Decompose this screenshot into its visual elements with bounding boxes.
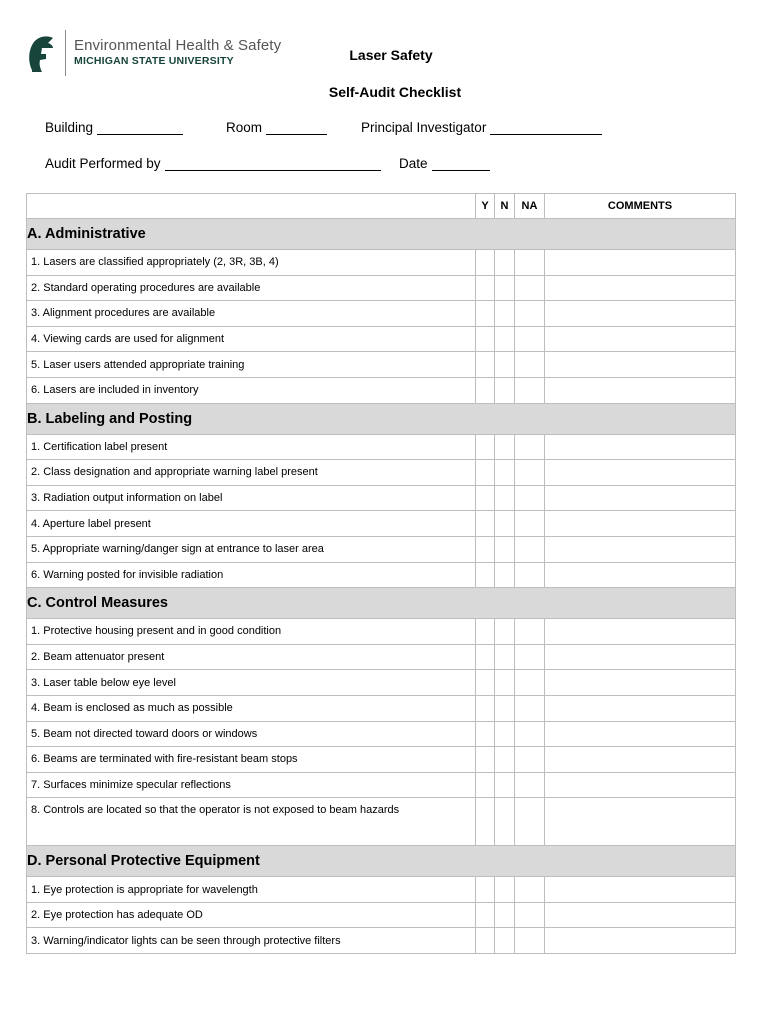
no-cell[interactable] bbox=[495, 644, 515, 670]
building-input-line[interactable] bbox=[97, 120, 183, 135]
comments-cell[interactable] bbox=[545, 902, 736, 928]
org-name: Environmental Health & Safety bbox=[74, 37, 282, 54]
checklist-item-row bbox=[27, 670, 736, 696]
na-cell[interactable] bbox=[515, 562, 545, 588]
na-cell[interactable] bbox=[515, 511, 545, 537]
na-cell[interactable] bbox=[515, 485, 545, 511]
comments-cell[interactable] bbox=[545, 352, 736, 378]
pi-field bbox=[361, 120, 602, 135]
checklist-item-row bbox=[27, 695, 736, 721]
checklist-item-row bbox=[27, 644, 736, 670]
na-cell[interactable] bbox=[515, 377, 545, 403]
na-cell[interactable] bbox=[515, 275, 545, 301]
section-row bbox=[27, 403, 736, 434]
no-cell[interactable] bbox=[495, 460, 515, 486]
section-row bbox=[27, 846, 736, 877]
na-cell[interactable] bbox=[515, 352, 545, 378]
item-column-header bbox=[27, 194, 476, 219]
page-subtitle: Self-Audit Checklist bbox=[328, 84, 462, 100]
no-cell[interactable] bbox=[495, 536, 515, 562]
na-cell[interactable] bbox=[515, 460, 545, 486]
yes-cell[interactable] bbox=[476, 250, 495, 276]
comments-cell[interactable] bbox=[545, 250, 736, 276]
checklist-item-row bbox=[27, 721, 736, 747]
comments-cell[interactable] bbox=[545, 301, 736, 327]
no-cell[interactable] bbox=[495, 670, 515, 696]
yes-cell[interactable] bbox=[476, 352, 495, 378]
na-cell[interactable] bbox=[515, 772, 545, 798]
checklist-item-row bbox=[27, 460, 736, 486]
pi-label: Principal Investigator bbox=[361, 120, 487, 135]
na-cell[interactable] bbox=[515, 644, 545, 670]
yes-cell[interactable] bbox=[476, 670, 495, 696]
comments-cell[interactable] bbox=[545, 644, 736, 670]
yes-cell[interactable] bbox=[476, 275, 495, 301]
no-cell[interactable] bbox=[495, 326, 515, 352]
checklist-item-text: 2. Class designation and appropriate warning label present bbox=[27, 460, 476, 486]
na-cell[interactable] bbox=[515, 695, 545, 721]
room-field bbox=[226, 120, 327, 135]
no-cell[interactable] bbox=[495, 798, 515, 846]
checklist-item-row bbox=[27, 326, 736, 352]
section-title: B. Labeling and Posting bbox=[27, 403, 736, 434]
no-cell[interactable] bbox=[495, 434, 515, 460]
comments-cell[interactable] bbox=[545, 670, 736, 696]
checklist-item-text: 4. Aperture label present bbox=[27, 511, 476, 537]
section-title: A. Administrative bbox=[27, 219, 736, 250]
table-header-row bbox=[27, 194, 736, 219]
no-cell[interactable] bbox=[495, 747, 515, 773]
yes-cell[interactable] bbox=[476, 377, 495, 403]
no-cell[interactable] bbox=[495, 511, 515, 537]
checklist-item-text: 2. Eye protection has adequate OD bbox=[27, 902, 476, 928]
comments-cell[interactable] bbox=[545, 326, 736, 352]
yes-cell[interactable] bbox=[476, 301, 495, 327]
building-label: Building bbox=[45, 120, 94, 135]
auditor-label: Audit Performed by bbox=[45, 156, 161, 171]
section-row bbox=[27, 588, 736, 619]
yes-cell[interactable] bbox=[476, 619, 495, 645]
section-row bbox=[27, 219, 736, 250]
checklist-item-row bbox=[27, 377, 736, 403]
checklist-item-text: 3. Alignment procedures are available bbox=[27, 301, 476, 327]
no-cell[interactable] bbox=[495, 902, 515, 928]
checklist-item-text: 1. Certification label present bbox=[27, 434, 476, 460]
na-cell[interactable] bbox=[515, 877, 545, 903]
yes-cell[interactable] bbox=[476, 434, 495, 460]
na-cell[interactable] bbox=[515, 250, 545, 276]
na-cell[interactable] bbox=[515, 434, 545, 460]
checklist-item-text: 5. Appropriate warning/danger sign at entrance to laser area bbox=[27, 536, 476, 562]
auditor-field bbox=[45, 156, 381, 171]
checklist-item-text: 3. Laser table below eye level bbox=[27, 670, 476, 696]
checklist-item-row bbox=[27, 619, 736, 645]
yes-cell[interactable] bbox=[476, 747, 495, 773]
yes-cell[interactable] bbox=[476, 644, 495, 670]
checklist-item-text: 2. Beam attenuator present bbox=[27, 644, 476, 670]
comments-cell[interactable] bbox=[545, 485, 736, 511]
checklist-item-text: 5. Laser users attended appropriate training bbox=[27, 352, 476, 378]
comments-cell[interactable] bbox=[545, 562, 736, 588]
comments-cell[interactable] bbox=[545, 721, 736, 747]
checklist-item-text: 6. Warning posted for invisible radiation bbox=[27, 562, 476, 588]
no-cell[interactable] bbox=[495, 619, 515, 645]
checklist-item-row bbox=[27, 352, 736, 378]
checklist-item-text: 4. Viewing cards are used for alignment bbox=[27, 326, 476, 352]
checklist-item-row bbox=[27, 772, 736, 798]
comments-cell[interactable] bbox=[545, 747, 736, 773]
no-cell[interactable] bbox=[495, 695, 515, 721]
yes-cell[interactable] bbox=[476, 485, 495, 511]
na-cell[interactable] bbox=[515, 798, 545, 846]
room-label: Room bbox=[226, 120, 263, 135]
no-column-header: N bbox=[495, 194, 515, 219]
checklist-item-row bbox=[27, 877, 736, 903]
checklist-item-text: 4. Beam is enclosed as much as possible bbox=[27, 695, 476, 721]
date-field bbox=[399, 156, 490, 171]
na-cell[interactable] bbox=[515, 721, 545, 747]
yes-cell[interactable] bbox=[476, 562, 495, 588]
date-label: Date bbox=[399, 156, 428, 171]
no-cell[interactable] bbox=[495, 928, 515, 954]
checklist-item-row bbox=[27, 928, 736, 954]
checklist-item-text: 5. Beam not directed toward doors or windows bbox=[27, 721, 476, 747]
checklist-item-text: 6. Beams are terminated with fire-resistant beam stops bbox=[27, 747, 476, 773]
no-cell[interactable] bbox=[495, 485, 515, 511]
comments-cell[interactable] bbox=[545, 511, 736, 537]
checklist-item-text: 7. Surfaces minimize specular reflections bbox=[27, 772, 476, 798]
university-name: MICHIGAN STATE UNIVERSITY bbox=[74, 55, 234, 67]
checklist-item-text: 1. Eye protection is appropriate for wavelength bbox=[27, 877, 476, 903]
checklist-item-text: 3. Warning/indicator lights can be seen through protective filters bbox=[27, 928, 476, 954]
pi-input-line[interactable] bbox=[490, 120, 602, 135]
checklist-body bbox=[27, 219, 736, 954]
na-cell[interactable] bbox=[515, 326, 545, 352]
checklist-item-row bbox=[27, 275, 736, 301]
section-title: C. Control Measures bbox=[27, 588, 736, 619]
checklist-item-text: 2. Standard operating procedures are available bbox=[27, 275, 476, 301]
checklist-item-text: 1. Protective housing present and in good condition bbox=[27, 619, 476, 645]
na-cell[interactable] bbox=[515, 670, 545, 696]
checklist-item-row bbox=[27, 485, 736, 511]
audit-checklist-table bbox=[26, 193, 736, 954]
no-cell[interactable] bbox=[495, 301, 515, 327]
comments-cell[interactable] bbox=[545, 377, 736, 403]
na-cell[interactable] bbox=[515, 747, 545, 773]
comments-cell[interactable] bbox=[545, 434, 736, 460]
yes-cell[interactable] bbox=[476, 721, 495, 747]
comments-cell[interactable] bbox=[545, 695, 736, 721]
comments-cell[interactable] bbox=[545, 536, 736, 562]
checklist-item-row bbox=[27, 536, 736, 562]
yes-cell[interactable] bbox=[476, 326, 495, 352]
no-cell[interactable] bbox=[495, 562, 515, 588]
no-cell[interactable] bbox=[495, 377, 515, 403]
yes-cell[interactable] bbox=[476, 511, 495, 537]
na-cell[interactable] bbox=[515, 902, 545, 928]
checklist-item-text: 3. Radiation output information on label bbox=[27, 485, 476, 511]
no-cell[interactable] bbox=[495, 721, 515, 747]
na-cell[interactable] bbox=[515, 301, 545, 327]
yes-cell[interactable] bbox=[476, 772, 495, 798]
yes-column-header: Y bbox=[476, 194, 495, 219]
yes-cell[interactable] bbox=[476, 460, 495, 486]
checklist-item-row bbox=[27, 434, 736, 460]
checklist-item-row bbox=[27, 902, 736, 928]
no-cell[interactable] bbox=[495, 250, 515, 276]
comments-cell[interactable] bbox=[545, 798, 736, 846]
checklist-item-row bbox=[27, 798, 736, 846]
comments-cell[interactable] bbox=[545, 275, 736, 301]
na-column-header: NA bbox=[515, 194, 545, 219]
building-field bbox=[45, 120, 183, 135]
checklist-item-row bbox=[27, 562, 736, 588]
date-input-line[interactable] bbox=[432, 156, 490, 171]
checklist-item-row bbox=[27, 511, 736, 537]
checklist-item-text: 6. Lasers are included in inventory bbox=[27, 377, 476, 403]
page-title: Laser Safety bbox=[349, 47, 433, 63]
yes-cell[interactable] bbox=[476, 877, 495, 903]
na-cell[interactable] bbox=[515, 619, 545, 645]
no-cell[interactable] bbox=[495, 877, 515, 903]
checklist-item-row bbox=[27, 301, 736, 327]
checklist-item-text: 1. Lasers are classified appropriately (2, 3R, 3B, 4) bbox=[27, 250, 476, 276]
section-title: D. Personal Protective Equipment bbox=[27, 846, 736, 877]
no-cell[interactable] bbox=[495, 275, 515, 301]
auditor-input-line[interactable] bbox=[165, 156, 381, 171]
room-input-line[interactable] bbox=[266, 120, 327, 135]
comments-cell[interactable] bbox=[545, 877, 736, 903]
comments-cell[interactable] bbox=[545, 460, 736, 486]
yes-cell[interactable] bbox=[476, 798, 495, 846]
yes-cell[interactable] bbox=[476, 928, 495, 954]
checklist-item-row bbox=[27, 250, 736, 276]
comments-column-header: COMMENTS bbox=[545, 194, 736, 219]
comments-cell[interactable] bbox=[545, 928, 736, 954]
na-cell[interactable] bbox=[515, 536, 545, 562]
comments-cell[interactable] bbox=[545, 619, 736, 645]
yes-cell[interactable] bbox=[476, 536, 495, 562]
checklist-item-row bbox=[27, 747, 736, 773]
yes-cell[interactable] bbox=[476, 902, 495, 928]
checklist-item-text: 8. Controls are located so that the operator is not exposed to beam hazards bbox=[27, 798, 476, 846]
na-cell[interactable] bbox=[515, 928, 545, 954]
no-cell[interactable] bbox=[495, 772, 515, 798]
no-cell[interactable] bbox=[495, 352, 515, 378]
yes-cell[interactable] bbox=[476, 695, 495, 721]
comments-cell[interactable] bbox=[545, 772, 736, 798]
